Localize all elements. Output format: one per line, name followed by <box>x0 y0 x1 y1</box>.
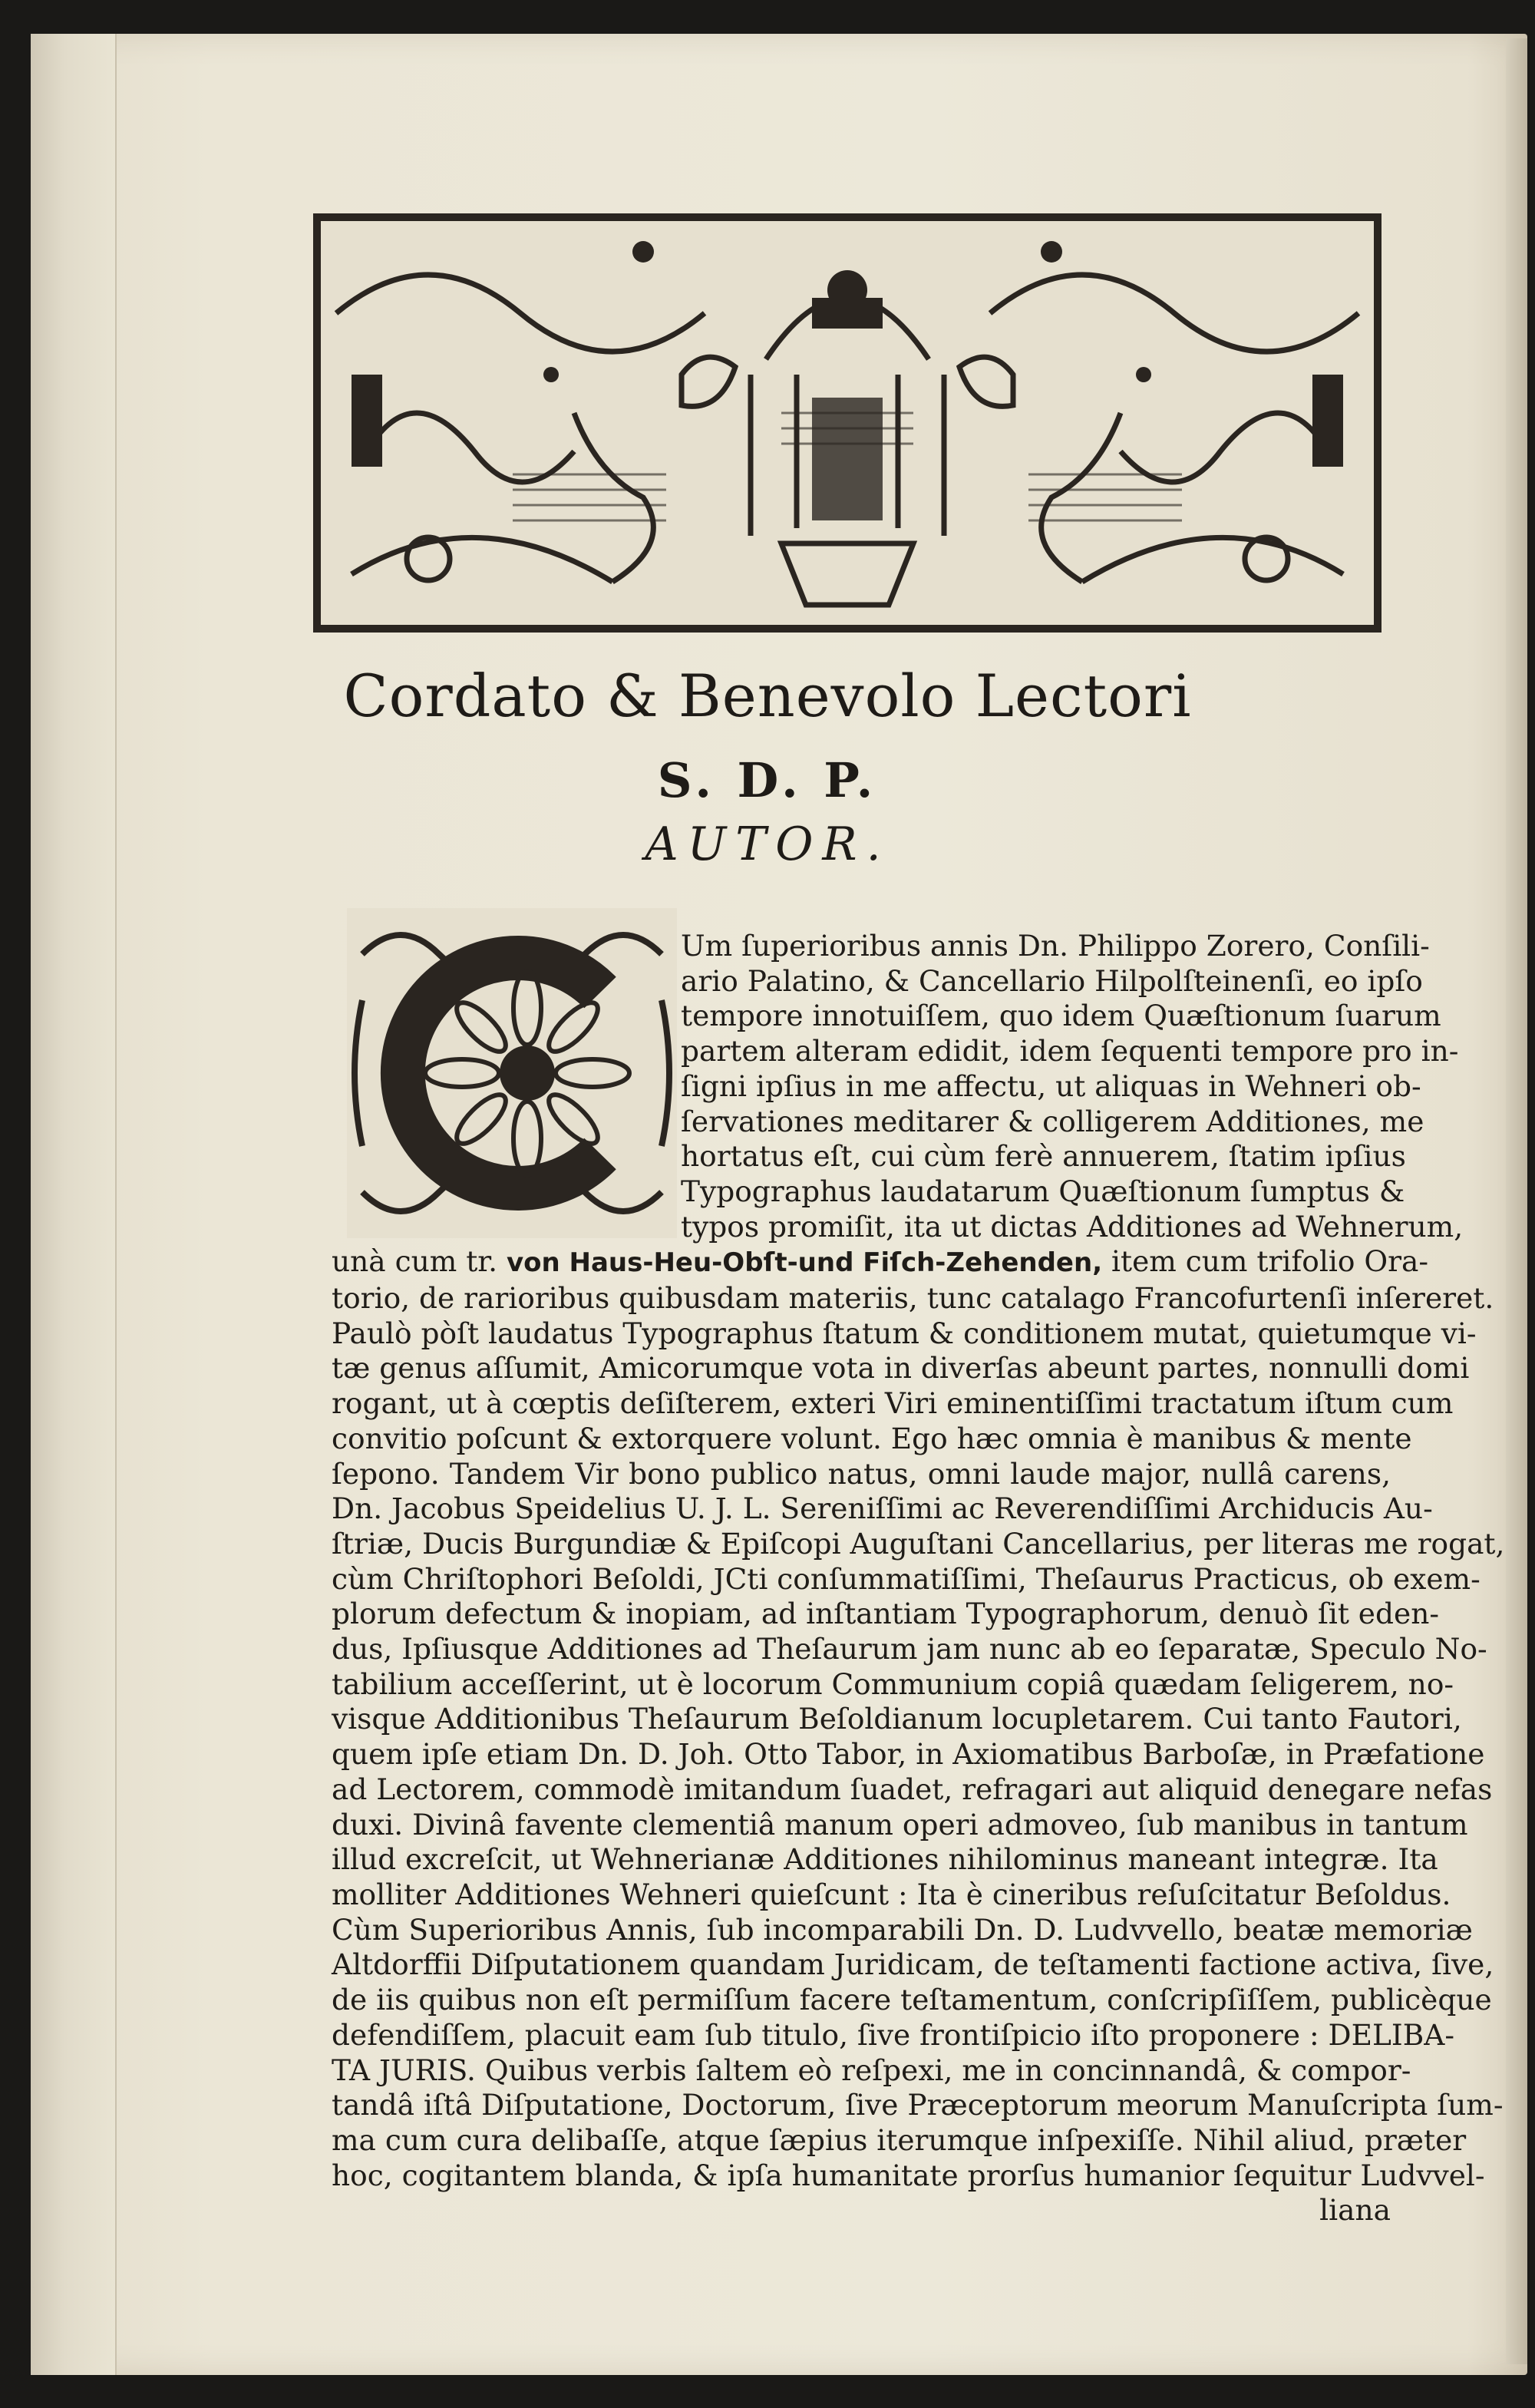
woodcut-headpiece-icon <box>313 213 1382 633</box>
text-line: de iis quibus non eſt permiſſum facere teſtamentum, conſcripſiſſem, publicèque <box>332 1983 1492 2017</box>
text-line: defendiſſem, placuit eam ſub titulo, ſive frontiſpicio iſto proponere : DELIBA- <box>332 2017 1455 2052</box>
text-line: rogant, ut à cœptis deſiſterem, exteri Viri eminentiſſimi tractatum iſtum cum <box>332 1386 1454 1421</box>
text-line: tabilium acceſſerint, ut è locorum Communium copiâ quædam ſeligerem, no- <box>332 1666 1454 1701</box>
text-line: cùm Chriſtophori Beſoldi, JCti conſummatiſſimi, Theſaurus Practicus, ob exem- <box>332 1561 1481 1596</box>
text-line: tandâ iſtâ Diſputatione, Doctorum, ſive Præceptorum meorum Manuſcripta ſum- <box>332 2088 1504 2122</box>
text-line: Typographus laudatarum Quæſtionum ſumptus & <box>681 1174 1405 1208</box>
text-line: illud excreſcit, ut Wehnerianæ Additiones nihilominus maneant integræ. Ita <box>332 1842 1438 1877</box>
page-edge <box>1506 38 1527 2364</box>
text-line: quem ipſe etiam Dn. D. Joh. Otto Tabor, in Axiomatibus Barboſæ, in Præfatione <box>332 1737 1485 1772</box>
text-line: partem alteram edidit, idem ſequenti tempore pro in- <box>681 1034 1459 1069</box>
text-line: Um ſuperioribus annis Dn. Philippo Zorero, Conſili- <box>681 929 1430 963</box>
body-text <box>332 929 1505 2228</box>
text-line: ſigni ipſius in me affectu, ut aliquas in Wehneri ob- <box>681 1069 1421 1103</box>
text-line: hoc, cogitantem blanda, & ipſa humanitate prorſus humanior ſequitur Ludvvel- <box>332 2158 1485 2192</box>
text-line: dus, Ipſiusque Additiones ad Theſaurum jam nunc ab eo ſeparatæ, Speculo No- <box>332 1632 1487 1666</box>
text-line: hortatus eſt, cui cùm ferè annuerem, ſtatim ipſius <box>681 1139 1406 1174</box>
text-line: plorum defectum & inopiam, ad inſtantiam Typographorum, denuò ſit eden- <box>332 1597 1440 1631</box>
text-line: ario Palatino, & Cancellario Hilpolſteinenſi, eo ipſo <box>681 963 1423 998</box>
text-line: typos promiſit, ita ut dictas Additiones ad Wehnerum, <box>681 1209 1464 1244</box>
text-line: molliter Additiones Wehneri quieſcunt : Ita è cineribus reſuſcitatur Beſoldus. <box>332 1877 1451 1911</box>
text-line: ſtriæ, Ducis Burgundiæ & Epiſcopi Auguſtani Cancellarius, per literas me rogat, <box>332 1526 1505 1561</box>
text-line: Paulò pòſt laudatus Typographus ſtatum & conditionem mutat, quietumque vi- <box>332 1316 1477 1350</box>
blackletter-phrase: von Haus-Heu-Obſt-und Fiſch-Zehenden, <box>506 1247 1103 1279</box>
text-line: Dn. Jacobus Speidelius U. J. L. Sereniſſimi ac Reverendiſſimi Archiducis Au- <box>332 1491 1433 1526</box>
text-line: Cùm Superioribus Annis, ſub incomparabili Dn. D. Ludvvello, beatæ memoriæ <box>332 1912 1473 1947</box>
text-line: convitio poſcunt & extorquere volunt. Ego hæc omnia è manibus & mente <box>332 1421 1412 1455</box>
text-line: ſepono. Tandem Vir bono publico natus, omni laude major, nullâ carens, <box>332 1456 1391 1491</box>
text-line: ma cum cura delibaſſe, atque ſæpius iterumque inſpexiſſe. Nihil aliud, præter <box>332 2122 1467 2157</box>
text-line: duxi. Divinâ favente clementiâ manum operi admoveo, ſub manibus in tantum <box>332 1807 1468 1842</box>
page-title: Cordato & Benevolo Lectori <box>343 662 1192 730</box>
text-line: unà cum tr. von Haus-Heu-Obſt-und Fiſch-Zehenden, item cum trifolio Ora- <box>332 1244 1429 1279</box>
catchword: liana <box>1319 2193 1391 2228</box>
text-line: Altdorffii Diſputationem quandam Juridicam, de teſtamenti factione activa, ſive, <box>332 1947 1494 1982</box>
page-gutter <box>31 34 117 2375</box>
text-line: ad Lectorem, commodè imitandum ſuadet, refragari aut aliquid denegare nefas <box>332 1772 1493 1806</box>
text-line: torio, de rarioribus quibusdam materiis, tunc catalago Francofurtenſi inſereret. <box>332 1281 1494 1316</box>
text-line: tempore innotuiſſem, quo idem Quæſtionum ſuarum <box>681 999 1441 1033</box>
text-line: ſervationes meditarer & colligerem Additiones, me <box>681 1104 1424 1138</box>
author-heading: AUTOR. <box>645 818 890 871</box>
text-line: TA JURIS. Quibus verbis ſaltem eò reſpexi, me in concinnandâ, & compor- <box>332 2053 1411 2087</box>
text-line: tæ genus aſſumit, Amicorumque vota in diverſas abeunt partes, nonnulli domi <box>332 1351 1470 1386</box>
text-line: visque Additionibus Theſaurum Beſoldianum locupletarem. Cui tanto Fautori, <box>332 1702 1462 1736</box>
salutation: S. D. P. <box>657 752 878 808</box>
